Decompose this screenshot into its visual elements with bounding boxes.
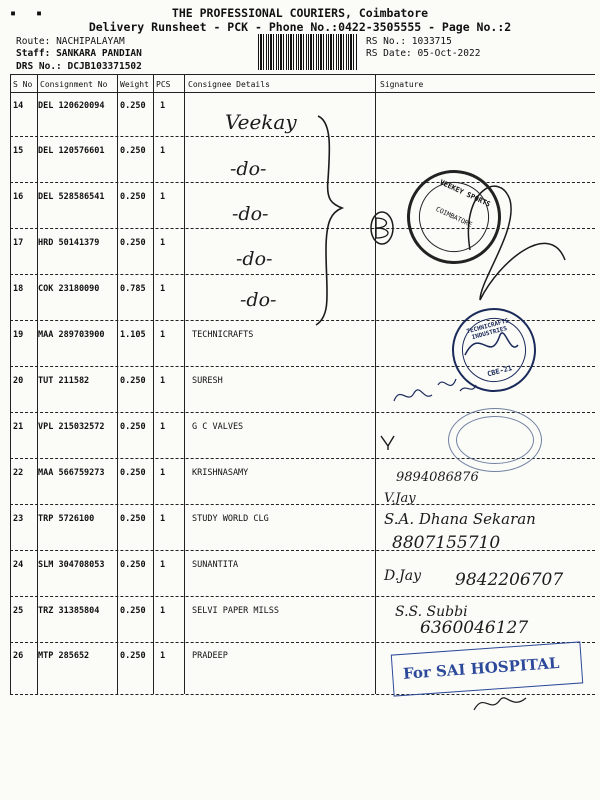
sai-hospital-stamp-text: For SAI HOSPITAL xyxy=(402,653,560,683)
row-weight: 0.250 xyxy=(120,468,146,478)
staff-value: SANKARA PANDIAN xyxy=(56,48,142,59)
handwritten-signature-26 xyxy=(470,688,530,718)
handwritten-name-23: S.A. Dhana Sekaran xyxy=(384,510,536,528)
row-weight: 1.105 xyxy=(120,330,146,340)
gc-valves-stamp xyxy=(448,408,542,472)
handwritten-phone-24: 9842206707 xyxy=(455,570,564,590)
row-consignment: MAA 289703900 xyxy=(38,330,105,340)
technicrafts-signature xyxy=(460,325,520,365)
row-pcs: 1 xyxy=(160,376,166,386)
row-sno: 17 xyxy=(13,238,24,248)
handwritten-signature-25: S.S. Subbi xyxy=(395,604,468,620)
rs-date-label: RS Date: xyxy=(366,48,412,59)
row-consignee: SELVI PAPER MILSS xyxy=(192,606,279,616)
row-sno: 26 xyxy=(13,651,24,661)
col-divider xyxy=(184,74,185,694)
row-sno: 14 xyxy=(13,101,24,111)
rs-no-value: 1033715 xyxy=(411,36,452,47)
col-header-sno: S No xyxy=(13,80,33,89)
row-sno: 16 xyxy=(13,192,24,202)
scan-mark: ▪ xyxy=(10,8,17,19)
handwritten-phone-25: 6360046127 xyxy=(420,618,529,638)
row-sno: 15 xyxy=(13,146,24,156)
row-sno: 24 xyxy=(13,560,24,570)
row-pcs: 1 xyxy=(160,146,166,156)
handwritten-ditto: -do- xyxy=(230,158,267,180)
rs-no-label: RS No.: xyxy=(366,36,407,47)
row-consignment: DEL 528586541 xyxy=(38,192,105,202)
row-consignment: DEL 120620094 xyxy=(38,101,105,111)
col-header-pcs: PCS xyxy=(156,80,171,89)
row-sno: 19 xyxy=(13,330,24,340)
row-weight: 0.250 xyxy=(120,560,146,570)
row-sno: 18 xyxy=(13,284,24,294)
handwritten-ditto: -do- xyxy=(236,248,273,270)
handwritten-signature-22: V.Jay xyxy=(384,491,416,506)
handwritten-phone-22: 9894086876 xyxy=(396,470,479,485)
row-consignment: MTP 285652 xyxy=(38,651,90,661)
handwritten-signature-20 xyxy=(390,365,480,415)
row-weight: 0.250 xyxy=(120,146,146,156)
route-line xyxy=(16,36,125,47)
row-divider xyxy=(10,642,595,643)
row-consignment: COK 23180090 xyxy=(38,284,100,294)
row-weight: 0.250 xyxy=(120,514,146,524)
staff-line xyxy=(16,48,142,59)
veekey-stamp-mid: COIMBATORE xyxy=(434,205,474,229)
document-title: THE PROFESSIONAL COURIERS, Coimbatore xyxy=(171,6,429,20)
document-subtitle: Delivery Runsheet - PCK - Phone No.:0422-3505555 - Page No.:2 xyxy=(88,20,512,34)
row-pcs: 1 xyxy=(160,330,166,340)
veekey-stamp-top: VEEKEY SPORTS xyxy=(438,178,492,209)
row-pcs: 1 xyxy=(160,606,166,616)
handwritten-phone-23: 8807155710 xyxy=(392,533,501,553)
technicrafts-stamp-top: TECHNICRAFTS INDUSTRIES xyxy=(465,317,510,342)
drs-value: DCJB103371502 xyxy=(67,61,142,72)
table-top-border xyxy=(10,74,595,75)
row-consignment: VPL 215032572 xyxy=(38,422,105,432)
row-pcs: 1 xyxy=(160,284,166,294)
route-label: Route: xyxy=(16,36,51,47)
col-header-consignee: Consignee Details xyxy=(188,80,270,89)
row-weight: 0.785 xyxy=(120,284,146,294)
row-consignee: G C VALVES xyxy=(192,422,244,432)
row-pcs: 1 xyxy=(160,422,166,432)
row-pcs: 1 xyxy=(160,560,166,570)
handwritten-signature-24: D.Jay xyxy=(384,568,422,584)
row-consignment: DEL 120576601 xyxy=(38,146,105,156)
technicrafts-stamp-bottom: CBE-21 xyxy=(486,364,513,379)
col-divider xyxy=(117,74,118,694)
row-weight: 0.250 xyxy=(120,422,146,432)
rs-no-line xyxy=(366,36,452,47)
row-consignee: KRISHNASAMY xyxy=(192,468,249,478)
route-value: NACHIPALAYAM xyxy=(56,36,125,47)
row-divider xyxy=(10,596,595,597)
staff-label: Staff: xyxy=(16,48,51,59)
col-divider xyxy=(10,74,11,694)
row-consignment: TRP 5726100 xyxy=(38,514,95,524)
row-pcs: 1 xyxy=(160,101,166,111)
rs-date-line xyxy=(366,48,480,59)
scan-mark: ▪ xyxy=(36,8,43,19)
row-consignment: MAA 566759273 xyxy=(38,468,105,478)
row-weight: 0.250 xyxy=(120,101,146,111)
row-pcs: 1 xyxy=(160,651,166,661)
col-header-consignment: Consignment No xyxy=(40,80,108,89)
row-divider xyxy=(10,550,595,551)
row-pcs: 1 xyxy=(160,238,166,248)
row-weight: 0.250 xyxy=(120,238,146,248)
table-header-border xyxy=(10,92,595,93)
row-sno: 21 xyxy=(13,422,24,432)
handwritten-mark-21 xyxy=(378,432,408,452)
row-sno: 22 xyxy=(13,468,24,478)
row-pcs: 1 xyxy=(160,514,166,524)
row-pcs: 1 xyxy=(160,468,166,478)
row-consignee: TECHNICRAFTS xyxy=(192,330,254,340)
row-consignee: SURESH xyxy=(192,376,223,386)
row-consignment: TUT 211582 xyxy=(38,376,90,386)
barcode xyxy=(258,34,358,70)
handwritten-ditto: -do- xyxy=(240,289,277,311)
row-sno: 20 xyxy=(13,376,24,386)
drs-line xyxy=(16,61,142,72)
row-divider xyxy=(10,504,595,505)
col-divider xyxy=(153,74,154,694)
handwritten-ditto: -do- xyxy=(232,203,269,225)
row-consignee: PRADEEP xyxy=(192,651,228,661)
row-consignment: HRD 50141379 xyxy=(38,238,100,248)
handwritten-consignee: Veekay xyxy=(225,110,297,134)
row-consignee: STUDY WORLD CLG xyxy=(192,514,269,524)
row-weight: 0.250 xyxy=(120,376,146,386)
row-weight: 0.250 xyxy=(120,606,146,616)
row-weight: 0.250 xyxy=(120,651,146,661)
row-consignment: SLM 304708053 xyxy=(38,560,105,570)
row-consignee: SUNANTITA xyxy=(192,560,239,570)
row-weight: 0.250 xyxy=(120,192,146,202)
row-consignment: TRZ 31385804 xyxy=(38,606,100,616)
row-pcs: 1 xyxy=(160,192,166,202)
row-sno: 23 xyxy=(13,514,24,524)
col-header-signature: Signature xyxy=(380,80,424,89)
row-sno: 25 xyxy=(13,606,24,616)
drs-label: DRS No.: xyxy=(16,61,62,72)
rs-date-value: 05-Oct-2022 xyxy=(417,48,481,59)
col-header-weight: Weight xyxy=(120,80,149,89)
